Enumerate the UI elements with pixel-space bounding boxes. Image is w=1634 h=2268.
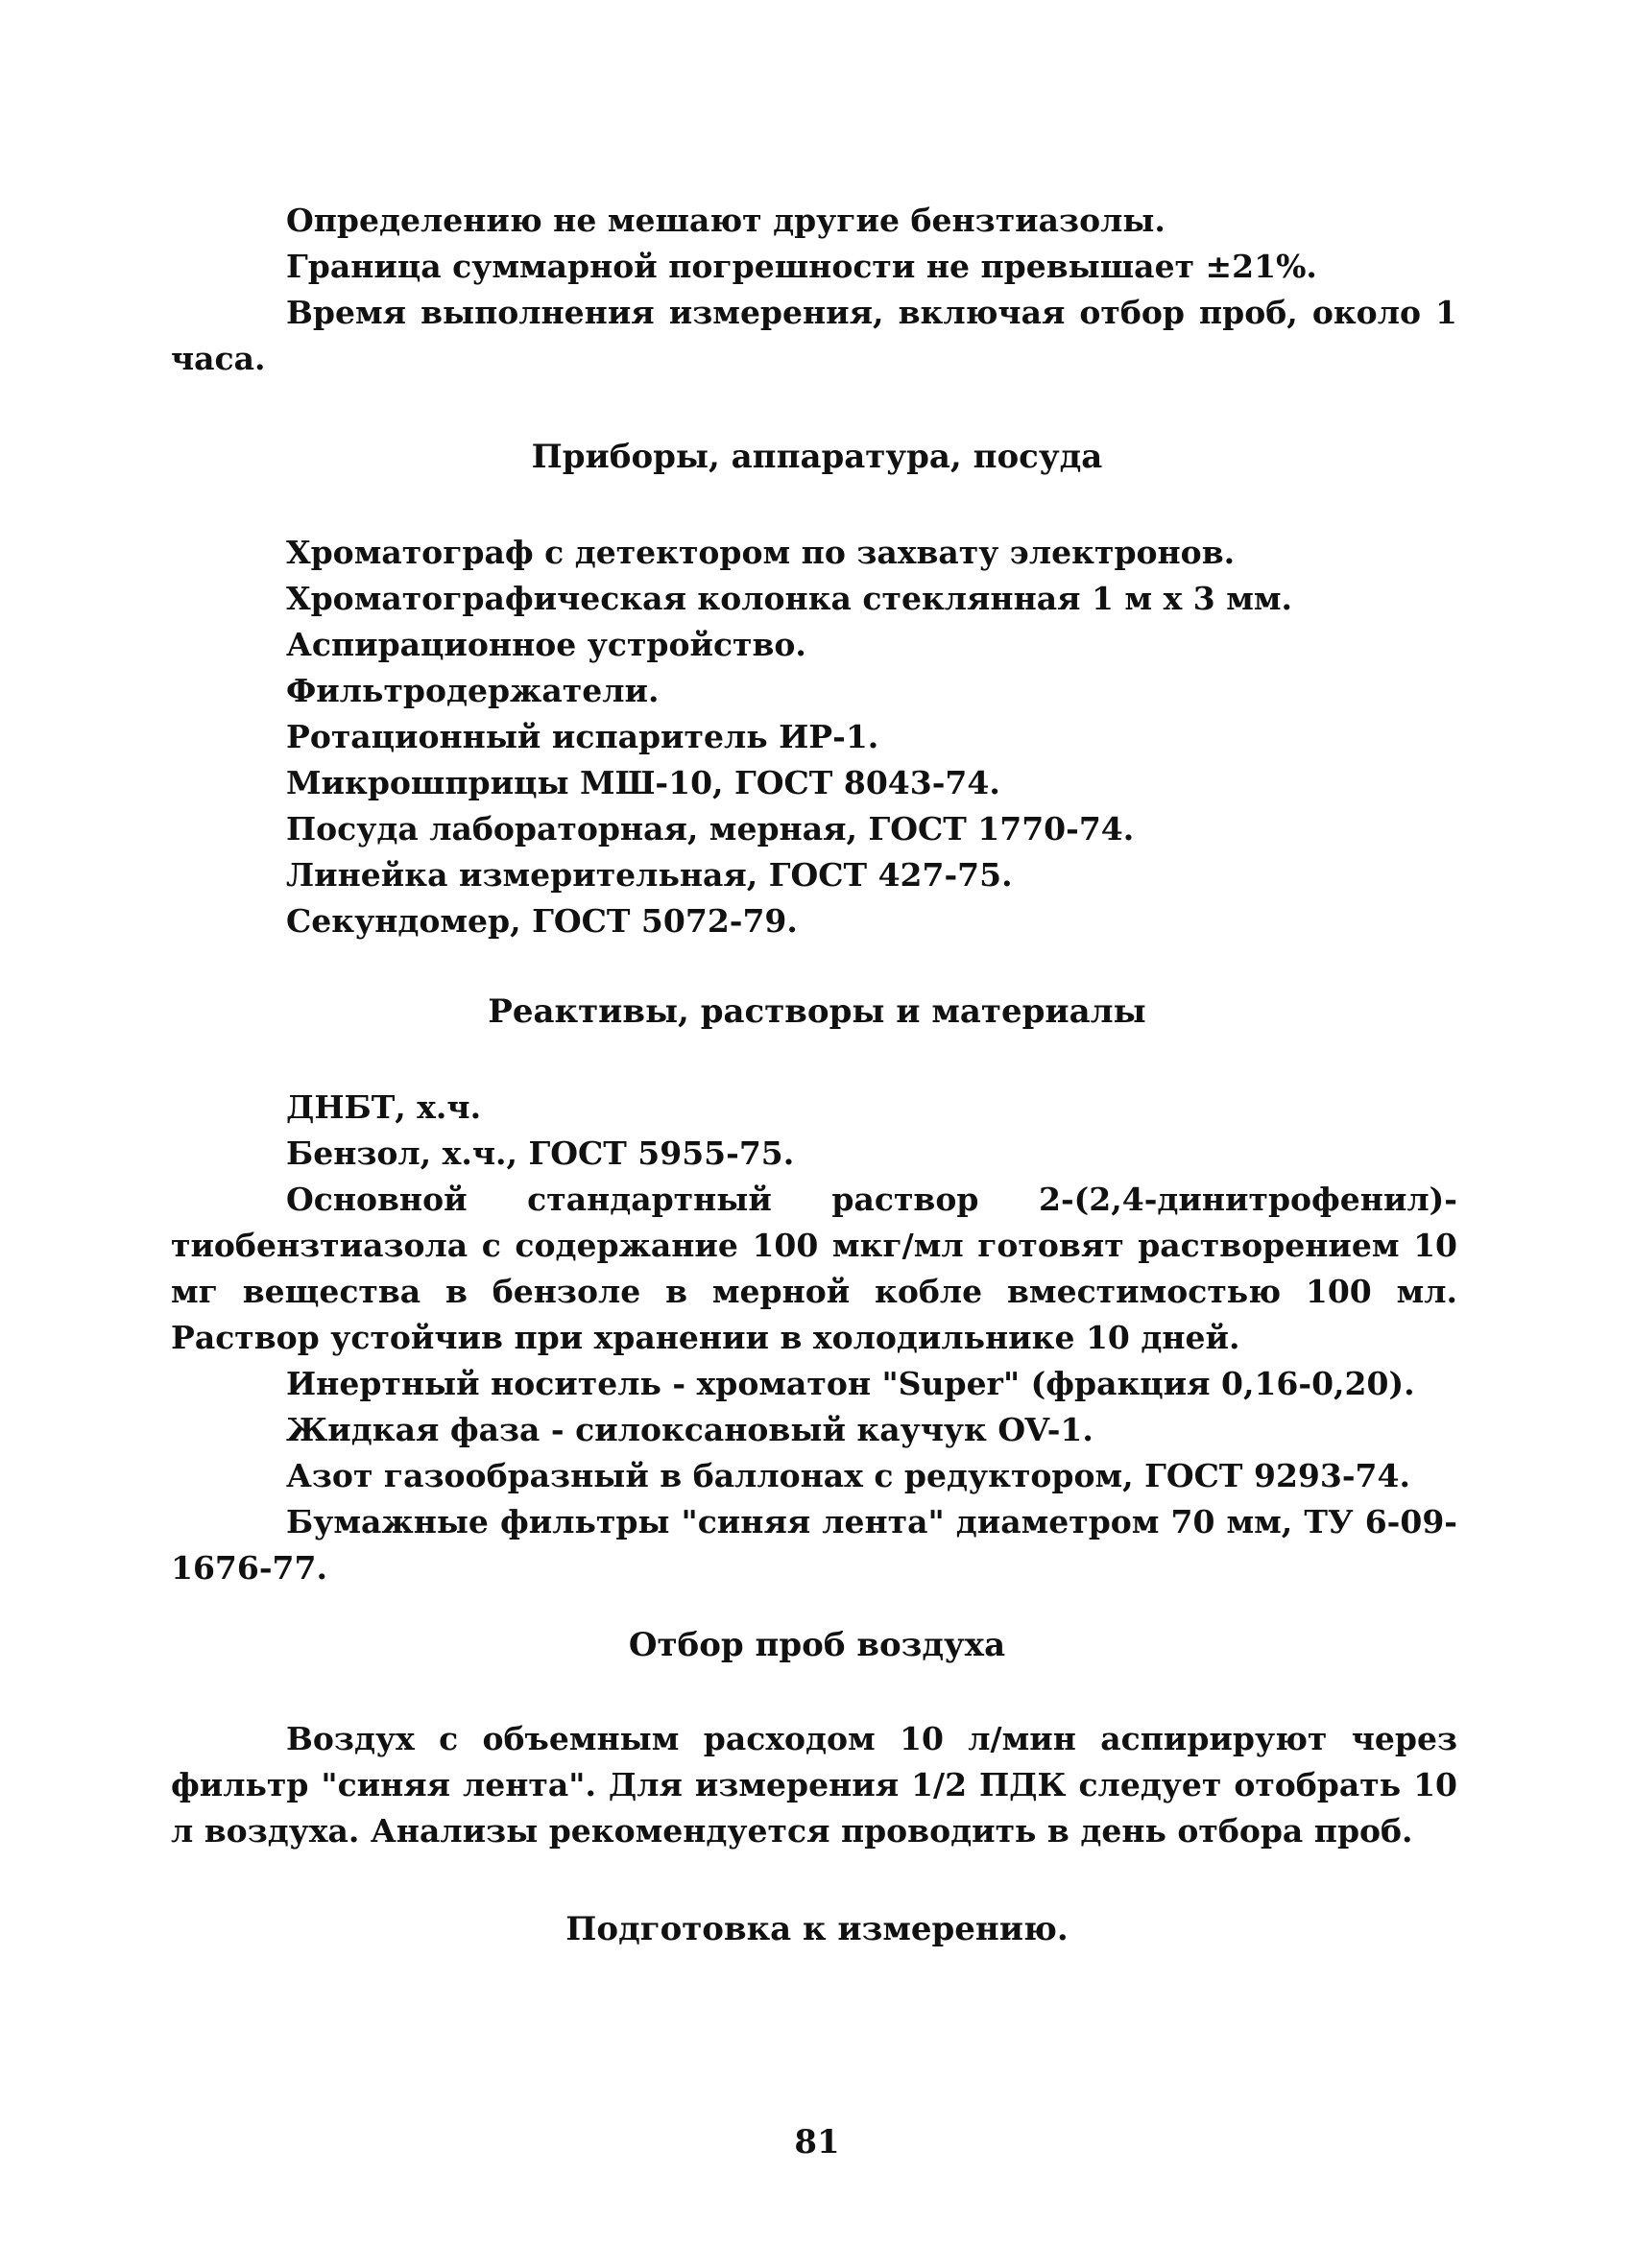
list-item: Хроматографическая колонка стеклянная 1 м х 3 мм. (286, 580, 1293, 617)
section-heading-preparation: Подготовка к измерению. (565, 1910, 1069, 1948)
list-item: Хроматограф с детектором по захвату электронов. (286, 534, 1236, 571)
list-item: Фильтродержатели. (286, 672, 660, 709)
list-item: Секундомер, ГОСТ 5072-79. (286, 902, 798, 940)
reagents-list (171, 1085, 1457, 1591)
reagent-item-filters: Бумажные фильтры "синяя лента" диаметром 70 мм, ТУ 6-09-1676-77. (171, 1503, 1457, 1587)
list-item: Ротационный испаритель ИР-1. (286, 718, 879, 755)
reagent-item-stock-solution: Основной стандартный раствор 2-(2,4-динитрофенил)-тиобензтиазола с содержание 100 мкг/мл готовят растворением 10 мг вещества в бензоле в мерной кобле вместимостью 100 мл. Раствор устойчив при хранении в холодильнике 10 дней. (171, 1181, 1457, 1356)
sampling-block (171, 1716, 1457, 1854)
list-item: Посуда лабораторная, мерная, ГОСТ 1770-74. (286, 810, 1135, 848)
reagent-item: Инертный носитель - хроматон "Super" (фракция 0,16-0,20). (286, 1365, 1415, 1402)
list-item: Аспирационное устройство. (286, 626, 806, 663)
section-heading-reagents: Реактивы, растворы и материалы (488, 992, 1146, 1031)
intro-paragraph-3: Время выполнения измерения, включая отбор проб, около 1 часа. (171, 294, 1457, 377)
intro-block (171, 198, 1457, 382)
reagent-item: ДНБТ, х.ч. (286, 1088, 482, 1126)
reagent-item: Бензол, х.ч., ГОСТ 5955-75. (286, 1134, 795, 1172)
list-item: Микрошприцы МШ-10, ГОСТ 8043-74. (286, 764, 1000, 801)
reagent-item: Азот газообразный в баллонах с редуктором, ГОСТ 9293-74. (286, 1457, 1410, 1494)
section-heading-equipment: Приборы, аппаратура, посуда (531, 438, 1103, 476)
intro-paragraph-1: Определению не мешают другие бензтиазолы. (286, 202, 1165, 239)
section-heading-sampling: Отбор проб воздуха (628, 1626, 1006, 1664)
intro-paragraph-2: Граница суммарной погрешности не превышает ±21%. (286, 248, 1317, 285)
list-item: Линейка измерительная, ГОСТ 427-75. (286, 856, 1013, 894)
page-number: 81 (794, 2123, 840, 2161)
sampling-paragraph: Воздух с объемным расходом 10 л/мин аспирируют через фильтр "синяя лента". Для измерения 1/2 ПДК следует отобрать 10 л воздуха. Анализы рекомендуется проводить в день отбора проб. (171, 1720, 1457, 1850)
equipment-list (171, 530, 1457, 944)
reagent-item: Жидкая фаза - силоксановый каучук OV-1. (286, 1411, 1093, 1448)
